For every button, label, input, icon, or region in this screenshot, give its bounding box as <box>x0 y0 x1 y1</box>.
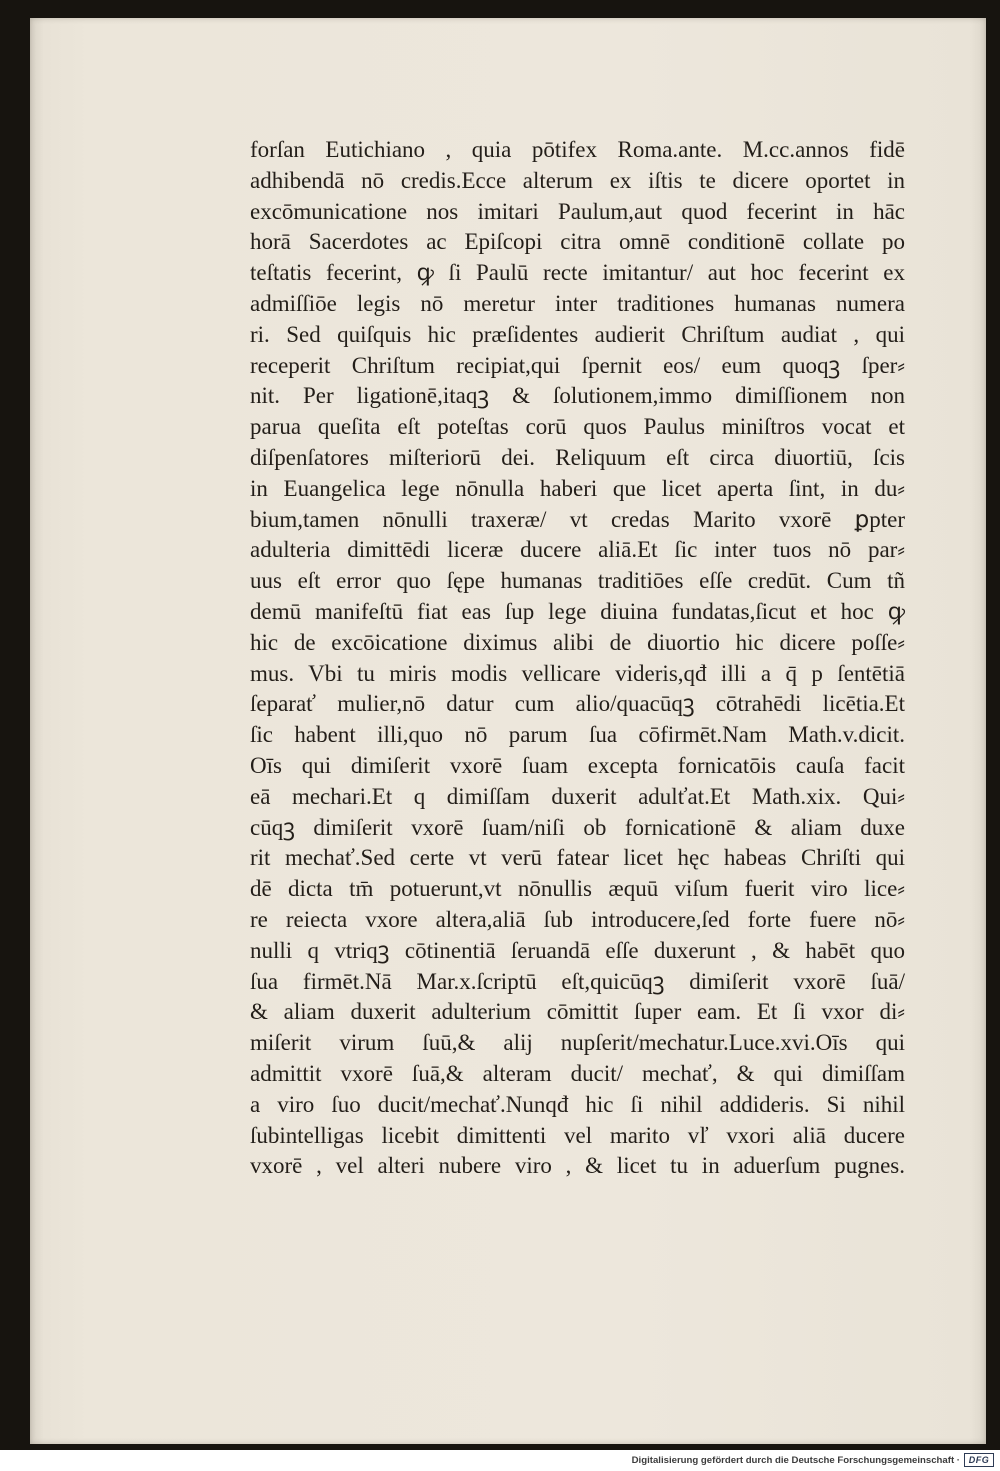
text-line: miſerit virum ſuū,& alij nupſerit/mechatur.Luce.xvi.Oīs qui <box>250 1030 905 1056</box>
text-line: uus eſt error quo ſępe humanas traditiōes eſſe credūt. Cum tñ <box>250 568 905 594</box>
text-line: adhibendā nō credis.Ecce alterum ex iſtis te dicere oportet in <box>250 167 905 193</box>
text-line: admiſſiōe legis nō meretur inter traditiones humanas numera <box>250 290 905 316</box>
text-line: forſan Eutichiano , quia pōtifex Roma.ante. M.cc.annos fidē <box>250 137 905 162</box>
text-line: ſeparať mulier,nō datur cum alio/quacūqꝫ cōtrahēdi licētia.Et <box>250 691 905 717</box>
text-line: diſpenſatores miſteriorū dei. Reliquum eſt circa diuortiū, ſcis <box>250 444 905 470</box>
text-line: mus. Vbi tu miris modis vellicare videris,qđ illi a q̄ p ſentētiā <box>250 660 905 686</box>
text-line: nit. Per ligationē,itaqꝫ & ſolutionem,immo dimiſſionem non <box>250 383 905 409</box>
text-line: rit mechať.Sed certe vt verū fatear licet hęc habeas Chriſti qui <box>250 845 905 871</box>
text-line: vxorē , vel alteri nubere viro , & licet tu in aduerſum pugnes. <box>250 1153 905 1179</box>
paper-page <box>30 18 986 1444</box>
text-line: ſua firmēt.Nā Mar.x.ſcriptū eſt,quicūqꝫ dimiſerit vxorē ſuā/ <box>250 968 905 994</box>
text-line: nulli q vtriqꝫ cōtinentiā ſeruandā eſſe duxerunt , & habēt quo <box>250 937 905 963</box>
text-line: bium,tamen nōnulli traxeræ/ vt credas Marito vxorē ꝑpter <box>250 506 905 532</box>
text-line: a viro ſuo ducit/mechať.Nunqđ hic ſi nihil addideris. Si nihil <box>250 1091 905 1117</box>
text-line: & aliam duxerit adulterium cōmittit ſuper eam. Et ſi vxor di⸗ <box>250 999 905 1025</box>
text-line: eā mechari.Et q dimiſſam duxerit adulťat.Et Math.xix. Qui⸗ <box>250 783 905 809</box>
text-line: excōmunicatione nos imitari Paulum,aut quod fecerint in hāc <box>250 198 905 224</box>
funding-credit: Digitalisierung gefördert durch die Deutsche Forschungsgemeinschaft · <box>631 1455 960 1466</box>
digitization-footer <box>0 1450 1000 1471</box>
text-line: ri. Sed quiſquis hic præſidentes audierit Chriſtum audiat , qui <box>250 321 905 347</box>
text-line: Oīs qui dimiſerit vxorē ſuam excepta fornicatōis cauſa facit <box>250 752 905 778</box>
text-line: cūqꝫ dimiſerit vxorē ſuam/niſi ob fornicationē & aliam duxe <box>250 814 905 840</box>
text-line: demū manifeſtū fiat eas ſup lege diuina fundatas,ſicut et hoc ꝙ <box>250 598 905 624</box>
text-line: parua queſita eſt poteſtas corū quos Paulus miniſtros vocat et <box>250 414 905 440</box>
text-line: hic de excōicatione diximus alibi de diuortio hic dicere poſſe⸗ <box>250 629 905 655</box>
text-line: receperit Chriſtum recipiat,qui ſpernit eos/ eum quoqꝫ ſper⸗ <box>250 352 905 378</box>
text-line: admittit vxorē ſuā,& alteram ducit/ mechať, & qui dimiſſam <box>250 1060 905 1086</box>
text-line: ſic habent illi,quo nō parum ſua cōfirmēt.Nam Math.v.dicit. <box>250 722 905 748</box>
text-line: dē dicta tm̄ potuerunt,vt nōnullis æquū viſum fuerit viro lice⸗ <box>250 876 905 902</box>
dfg-logo[interactable]: DFG <box>964 1453 994 1467</box>
main-text <box>250 135 905 1182</box>
text-line: re reiecta vxore altera,aliā ſub introducere,ſed forte fuere nō⸗ <box>250 906 905 932</box>
text-line: ſubintelligas licebit dimittenti vel marito vľ vxori aliā ducere <box>250 1122 905 1148</box>
text-line: horā Sacerdotes ac Epiſcopi citra omnē conditionē collate po <box>250 229 905 255</box>
text-line: adulteria dimittēdi liceræ ducere aliā.Et ſic inter tuos nō par⸗ <box>250 537 905 563</box>
text-line: in Euangelica lege nōnulla haberi que licet aperta ſint, in du⸗ <box>250 475 905 501</box>
text-line: teſtatis fecerint, ꝙ ſi Paulū recte imitantur/ aut hoc fecerint ex <box>250 260 905 286</box>
